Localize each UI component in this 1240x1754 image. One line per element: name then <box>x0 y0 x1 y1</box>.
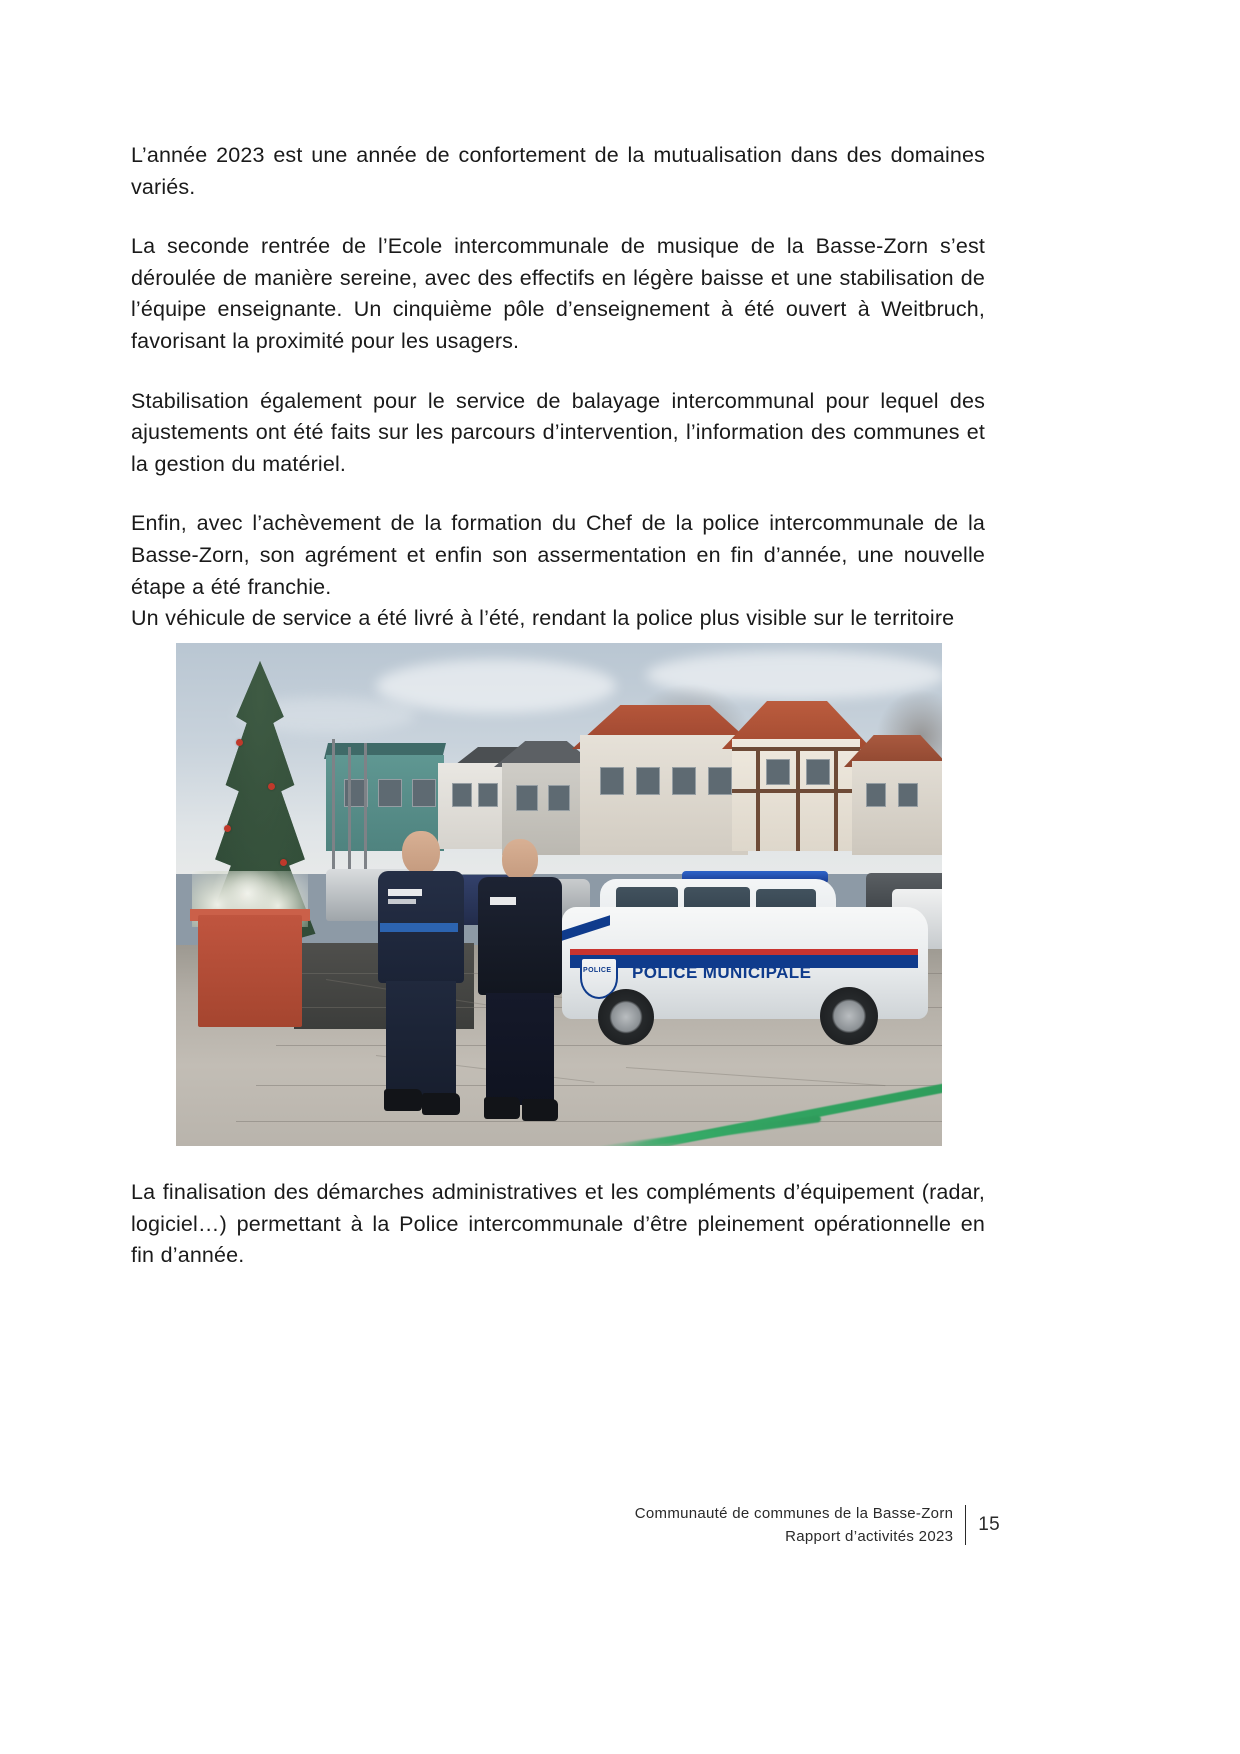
wheel <box>598 989 654 1045</box>
paragraph-balayage: Stabilisation également pour le service de balayage intercommunal pour lequel des ajustements ont été faits sur les parcours d’intervention, l’information des communes et la gestion du matériel. <box>131 388 985 476</box>
document-body-after-photo <box>131 1177 985 1300</box>
bauble <box>236 739 243 746</box>
head <box>502 839 538 881</box>
pole <box>348 747 351 889</box>
boot <box>484 1097 520 1119</box>
window <box>636 767 660 795</box>
window <box>766 759 790 785</box>
police-vehicle <box>562 871 928 1047</box>
window <box>378 779 402 807</box>
red-stripe <box>570 949 918 955</box>
boot <box>522 1099 558 1121</box>
paragraph-finalisation: La finalisation des démarches administratives et les compléments d’équipement (radar, logiciel…) permettant à la Police intercommunale d’être pleinement opérationnelle en fin d’année. <box>131 1180 985 1268</box>
paragraph-police-formation: Enfin, avec l’achèvement de la formation du Chef de la police intercommunale de la Basse-Zorn, son agrément et enfin son assermentation en fin d’année, une nouvelle étape a été franchie. <box>131 511 985 599</box>
page-number: 15 <box>978 1513 1000 1535</box>
paragraph-ecole-musique: La seconde rentrée de l’Ecole intercommunale de musique de la Basse-Zorn s’est déroulée de manière sereine, avec des effectifs en légère baisse et une stabilisation de l’équipe enseignante. Un cinquième pôle d’enseignement à été ouvert à Weitbruch, favorisant la proximité pour les usagers. <box>131 234 985 353</box>
chest-patch <box>490 897 516 905</box>
jacket-stripe <box>380 923 458 932</box>
footer-line-report: Rapport d’activités 2023 <box>785 1527 954 1545</box>
pole <box>364 743 367 889</box>
shoulder-patch <box>388 889 422 896</box>
window <box>898 783 918 807</box>
window <box>866 783 886 807</box>
emblem-label: POLICE <box>583 967 612 974</box>
boot <box>384 1089 422 1111</box>
photo-scene <box>176 643 942 1146</box>
window <box>708 767 732 795</box>
police-photo <box>176 643 942 1146</box>
window <box>600 767 624 795</box>
pole <box>332 739 335 889</box>
bauble <box>268 783 275 790</box>
building-red <box>580 735 748 855</box>
torso-jacket <box>478 877 562 995</box>
paragraph-vehicule: Un véhicule de service a été livré à l’été, rendant la police plus visible sur le territoire <box>131 606 955 631</box>
page-footer <box>0 1502 1240 1549</box>
shoulder-patch-sub <box>388 899 416 904</box>
timber-beam <box>834 747 838 851</box>
timber-beam <box>756 747 760 851</box>
timber-beam <box>796 747 800 851</box>
footer-line-organisation: Communauté de communes de la Basse-Zorn <box>634 1504 954 1522</box>
window <box>672 767 696 795</box>
footer-divider <box>965 1505 966 1545</box>
document-body <box>131 140 985 663</box>
officer-left <box>372 831 468 1123</box>
bauble <box>224 825 231 832</box>
vehicle-side-text: POLICE MUNICIPALE <box>632 963 812 982</box>
window <box>516 785 538 811</box>
window <box>478 783 498 807</box>
boot <box>422 1093 460 1115</box>
legs <box>486 993 554 1105</box>
head <box>402 831 440 875</box>
footer-inner <box>635 1502 1000 1549</box>
wheel <box>820 987 878 1045</box>
paving-joint <box>256 1085 942 1086</box>
footer-text <box>635 1502 954 1549</box>
window <box>806 759 830 785</box>
bauble <box>280 859 287 866</box>
officer-right <box>474 839 566 1131</box>
paragraph-intro: L’année 2023 est une année de confortement de la mutualisation dans des domaines variés. <box>131 143 985 199</box>
building-far <box>852 761 942 855</box>
paving-joint <box>236 1121 942 1122</box>
cloud <box>376 659 616 713</box>
planter-box <box>198 915 302 1027</box>
window <box>412 779 436 807</box>
legs <box>386 981 456 1097</box>
window <box>452 783 472 807</box>
window <box>548 785 570 811</box>
